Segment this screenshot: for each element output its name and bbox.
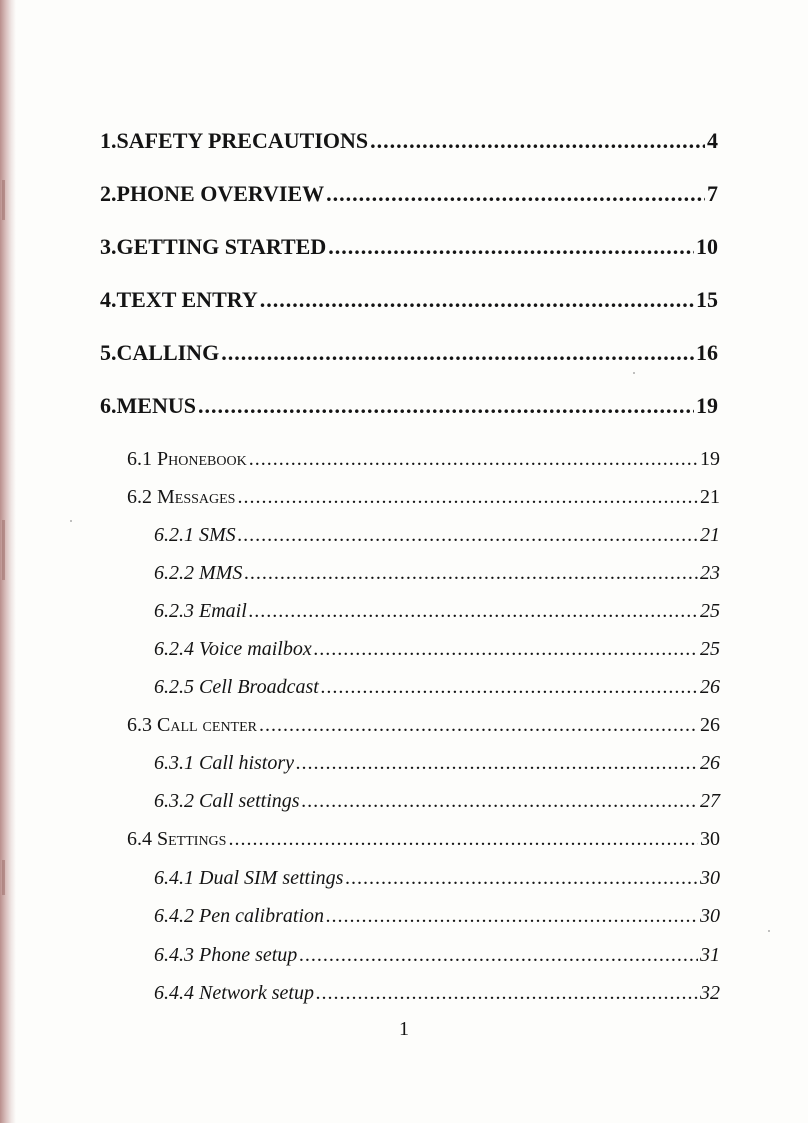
subsection-page-number: 30 [700, 867, 720, 889]
dot-leader [314, 638, 698, 661]
chapter-number: 5. [100, 340, 117, 365]
dot-leader [198, 393, 694, 419]
dot-leader [296, 752, 698, 775]
chapter-page-number: 10 [696, 234, 718, 259]
chapter-number: 3. [100, 234, 117, 259]
section-title: 6.3 Call center [127, 714, 257, 736]
toc-section-6-1[interactable] [127, 448, 720, 471]
toc-section-6-4[interactable] [127, 828, 720, 851]
dot-leader [238, 524, 698, 547]
section-page-number: 26 [700, 714, 720, 736]
chapter-page-number: 16 [696, 340, 718, 365]
chapter-page-number: 7 [707, 181, 718, 206]
chapter-title: MENUS [116, 393, 196, 418]
chapter-title: TEXT ENTRY [116, 287, 258, 312]
chapter-number: 1. [100, 128, 117, 153]
dot-leader [316, 982, 698, 1005]
chapter-title: CALLING [116, 340, 220, 365]
subsection-page-number: 21 [700, 524, 720, 546]
section-page-number: 30 [700, 828, 720, 850]
toc-subsection-6-4-3[interactable] [154, 944, 720, 967]
toc-subsection-6-3-1[interactable] [154, 752, 720, 775]
dot-leader [370, 128, 705, 154]
subsection-title: 6.2.1 SMS [154, 524, 236, 546]
subsection-page-number: 31 [700, 944, 720, 966]
toc-chapter-6[interactable] [100, 393, 718, 419]
page-number-footer: 1 [399, 1018, 409, 1040]
toc-section-6-3[interactable] [127, 714, 720, 737]
subsection-title: 6.2.3 Email [154, 600, 247, 622]
toc-subsection-6-4-4[interactable] [154, 982, 720, 1005]
subsection-page-number: 30 [700, 905, 720, 927]
subsection-page-number: 26 [700, 752, 720, 774]
dot-leader [259, 714, 698, 737]
dot-leader [326, 181, 705, 207]
scan-dust [633, 372, 635, 374]
dot-leader [221, 340, 694, 366]
dot-leader [345, 867, 698, 890]
toc-subsection-6-2-4[interactable] [154, 638, 720, 661]
subsection-title: 6.2.4 Voice mailbox [154, 638, 312, 660]
scan-artifact [2, 520, 5, 580]
subsection-page-number: 26 [700, 676, 720, 698]
chapter-title: SAFETY PRECAUTIONS [116, 128, 369, 153]
toc-subsection-6-2-3[interactable] [154, 600, 720, 623]
subsection-page-number: 25 [700, 600, 720, 622]
subsection-page-number: 25 [700, 638, 720, 660]
subsection-title: 6.2.2 MMS [154, 562, 243, 584]
toc-subsection-6-2-5[interactable] [154, 676, 720, 699]
toc-chapter-4[interactable] [100, 287, 718, 313]
subsection-page-number: 27 [700, 790, 720, 812]
dot-leader [260, 287, 694, 313]
dot-leader [228, 828, 698, 851]
subsection-title: 6.3.2 Call settings [154, 790, 300, 812]
dot-leader [326, 905, 698, 928]
toc-subsection-6-4-2[interactable] [154, 905, 720, 928]
section-page-number: 19 [700, 448, 720, 470]
dot-leader [237, 486, 698, 509]
chapter-number: 4. [100, 287, 117, 312]
toc-subsection-6-3-2[interactable] [154, 790, 720, 813]
chapter-page-number: 19 [696, 393, 718, 418]
dot-leader [299, 944, 698, 967]
chapter-page-number: 15 [696, 287, 718, 312]
scan-dust [70, 520, 72, 522]
toc-chapter-3[interactable] [100, 234, 718, 260]
chapter-title: PHONE OVERVIEW [116, 181, 325, 206]
dot-leader [302, 790, 698, 813]
toc-subsection-6-2-1[interactable] [154, 524, 720, 547]
section-title: 6.4 Settings [127, 828, 227, 850]
toc-subsection-6-2-2[interactable] [154, 562, 720, 585]
chapter-number: 6. [100, 393, 117, 418]
toc-subsection-6-4-1[interactable] [154, 867, 720, 890]
scan-artifact [2, 180, 5, 220]
toc-chapter-1[interactable] [100, 128, 718, 154]
subsection-title: 6.3.1 Call history [154, 752, 295, 774]
dot-leader [321, 676, 698, 699]
dot-leader [249, 600, 698, 623]
subsection-title: 6.4.3 Phone setup [154, 944, 298, 966]
subsection-page-number: 23 [700, 562, 720, 584]
section-page-number: 21 [700, 486, 720, 508]
subsection-title: 6.4.1 Dual SIM settings [154, 867, 344, 889]
chapter-number: 2. [100, 181, 117, 206]
subsection-page-number: 32 [700, 982, 720, 1004]
section-title: 6.2 Messages [127, 486, 236, 508]
section-title: 6.1 Phonebook [127, 448, 247, 470]
toc-chapter-2[interactable] [100, 181, 718, 207]
subsection-title: 6.4.4 Network setup [154, 982, 314, 1004]
subsection-title: 6.4.2 Pen calibration [154, 905, 324, 927]
dot-leader [244, 562, 698, 585]
scan-dust [768, 930, 770, 932]
chapter-page-number: 4 [707, 128, 718, 153]
scan-artifact [2, 860, 5, 895]
chapter-title: GETTING STARTED [116, 234, 327, 259]
dot-leader [249, 448, 698, 471]
toc-section-6-2[interactable] [127, 486, 720, 509]
dot-leader [328, 234, 694, 260]
toc-chapter-5[interactable] [100, 340, 718, 366]
subsection-title: 6.2.5 Cell Broadcast [154, 676, 319, 698]
